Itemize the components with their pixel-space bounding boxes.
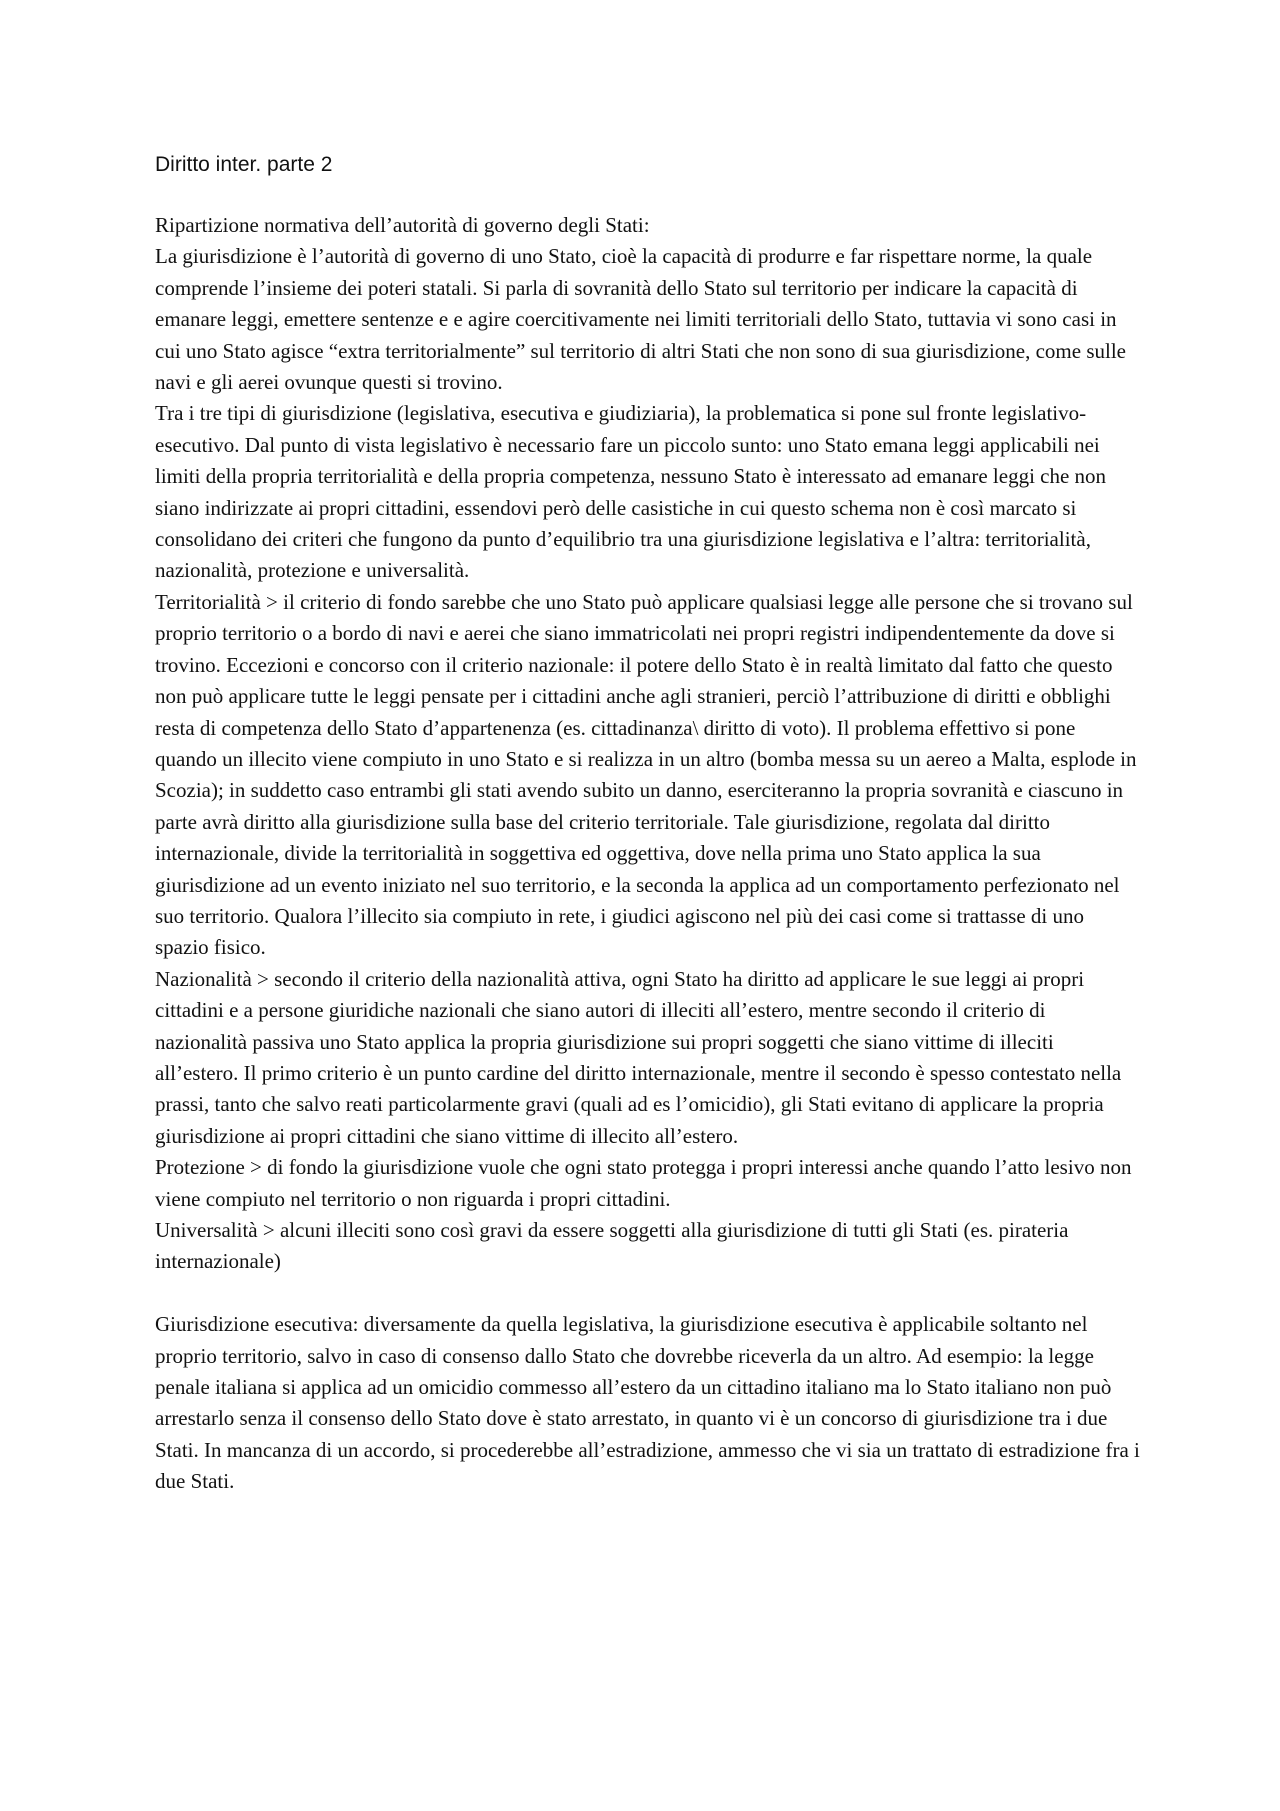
document-body [155, 210, 1140, 1498]
paragraph-giurisdizione-esecutiva: Giurisdizione esecutiva: diversamente da quella legislativa, la giurisdizione esecutiva è applicabile soltanto nel proprio territorio, salvo in caso di consenso dallo Stato che dovrebbe riceverla da un altro. Ad esempio: la legge penale italiana si applica ad un omicidio commesso all’estero da un cittadino italiano ma lo Stato italiano non può arrestarlo senza il consenso dello Stato dove è stato arrestato, in quanto vi è un concorso di giurisdizione tra i due Stati. In mancanza di un accordo, si procederebbe all’estradizione, ammesso che vi sia un trattato di estradizione fra i due Stati. [155, 1312, 1140, 1494]
paragraph-tipi-giurisdizione: Tra i tre tipi di giurisdizione (legislativa, esecutiva e giudiziaria), la problematica si pone sul fronte legislativo-esecutivo. Dal punto di vista legislativo è necessario fare un piccolo sunto: uno Stato emana leggi applicabili nei limiti della propria territorialità e della propria competenza, nessuno Stato è interessato ad emanare leggi che non siano indirizzate ai propri cittadini, essendovi però delle casistiche in cui questo schema non è così marcato si consolidano dei criteri che fungono da punto d’equilibrio tra una giurisdizione legislativa e l’altra: territorialità, nazionalità, protezione e universalità. [155, 401, 1107, 583]
paragraph-heading: Ripartizione normativa dell’autorità di governo degli Stati: [155, 213, 650, 237]
paragraph-giurisdizione: La giurisdizione è l’autorità di governo di uno Stato, cioè la capacità di produrre e far rispettare norme, la quale comprende l’insieme dei poteri statali. Si parla di sovranità dello Stato sul territorio per indicare la capacità di emanare leggi, emettere sentenze e e agire coercitivamente nei limiti territoriali dello Stato, tuttavia vi sono casi in cui uno Stato agisce “extra territorialmente” sul territorio di altri Stati che non sono di sua giurisdizione, come sulle navi e gli aerei ovunque questi si trovino. [155, 244, 1126, 395]
document-title: Diritto inter. parte 2 [155, 153, 333, 176]
paragraph-universalita: Universalità > alcuni illeciti sono così gravi da essere soggetti alla giurisdizione di tutti gli Stati (es. pirateria internazionale) [155, 1218, 1069, 1274]
document-page [155, 150, 1140, 1498]
paragraph-protezione: Protezione > di fondo la giurisdizione vuole che ogni stato protegga i propri interessi anche quando l’atto lesivo non viene compiuto nel territorio o non riguarda i propri cittadini. [155, 1155, 1132, 1211]
paragraph-nazionalita: Nazionalità > secondo il criterio della nazionalità attiva, ogni Stato ha diritto ad applicare le sue leggi ai propri cittadini e a persone giuridiche nazionali che siano autori di illeciti all’estero, mentre secondo il criterio di nazionalità passiva uno Stato applica la propria giurisdizione sui propri soggetti che siano vittime di illeciti all’estero. Il primo criterio è un punto cardine del diritto internazionale, mentre il secondo è spesso contestato nella prassi, tanto che salvo reati particolarmente gravi (quali ad es l’omicidio), gli Stati evitano di applicare la propria giurisdizione ai propri cittadini che siano vittime di illecito all’estero. [155, 966, 1122, 1148]
blank-line [155, 1278, 1140, 1309]
paragraph-territorialita: Territorialità > il criterio di fondo sarebbe che uno Stato può applicare qualsiasi legge alle persone che si trovano sul proprio territorio o a bordo di navi e aerei che siano immatricolati nei propri registri indipendentemente da dove si trovino. Eccezioni e concorso con il criterio nazionale: il potere dello Stato è in realtà limitato dal fatto che questo non può applicare tutte le leggi pensate per i cittadini anche agli stranieri, perciò l’attribuzione di diritti e obblighi resta di competenza dello Stato d’appartenenza (es. cittadinanza\ diritto di voto). Il problema effettivo si pone quando un illecito viene compiuto in uno Stato e si realizza in un altro (bomba messa su un aereo a Malta, esplode in Scozia); in suddetto caso entrambi gli stati avendo subito un danno, eserciteranno la propria sovranità e ciascuno in parte avrà diritto alla giurisdizione sulla base del criterio territoriale. Tale giurisdizione, regolata dal diritto internazionale, divide la territorialità in soggettiva ed oggettiva, dove nella prima uno Stato applica la sua giurisdizione ad un evento iniziato nel suo territorio, e la seconda la applica ad un comportamento perfezionato nel suo territorio. Qualora l’illecito sia compiuto in rete, i giudici agiscono nel più dei casi come si trattasse di uno spazio fisico. [155, 589, 1137, 960]
